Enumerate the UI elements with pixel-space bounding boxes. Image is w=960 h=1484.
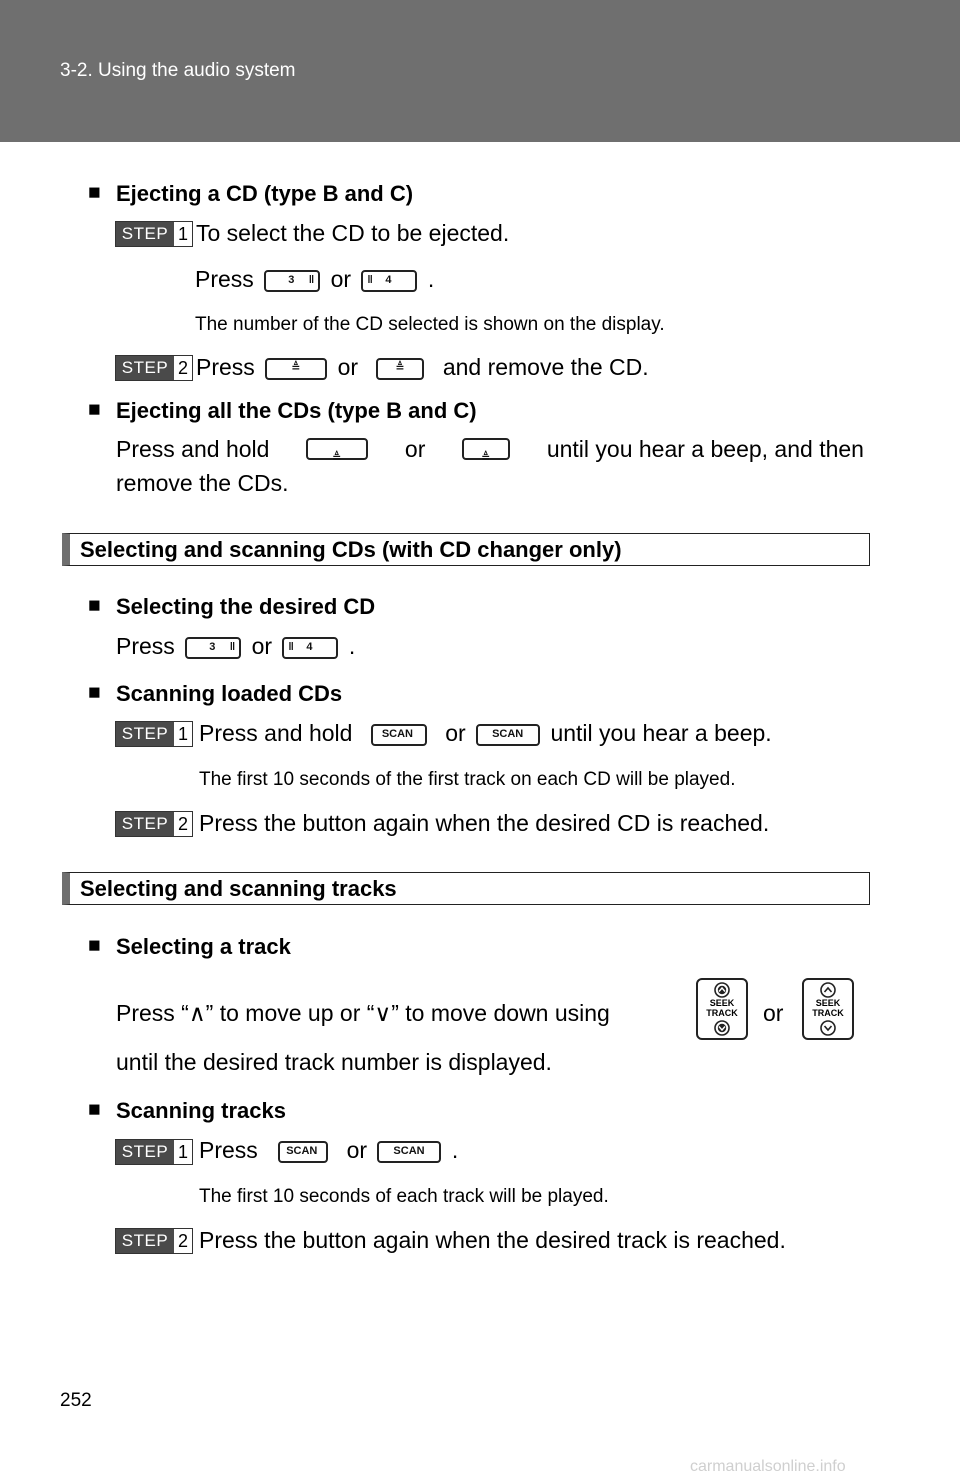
scan-tracks-note: The first 10 seconds of each track will be played.: [199, 1186, 609, 1207]
step-1-badge: STEP 1: [115, 1139, 193, 1165]
step-2-badge: STEP 2: [115, 811, 193, 837]
seek-track-button[interactable]: SEEK TRACK: [696, 978, 748, 1040]
eject-step2-line: Press ≜ or ≜ and remove the CD.: [196, 354, 649, 380]
square-bullet: ■: [88, 181, 101, 204]
section-title: 3-2. Using the audio system: [60, 60, 296, 81]
heading-scan-tracks: Scanning tracks: [116, 1098, 286, 1123]
scan-button[interactable]: SCAN: [278, 1141, 328, 1163]
eject-note: The number of the CD selected is shown on the display.: [195, 314, 665, 335]
eject-button[interactable]: ≜: [265, 358, 327, 380]
step-2-badge: STEP 2: [115, 355, 193, 381]
step-label: STEP: [116, 222, 174, 246]
step-1-badge: STEP 1: [115, 721, 193, 747]
disc-4-button[interactable]: ‖ 4: [282, 637, 338, 659]
square-bullet: ■: [88, 1098, 101, 1121]
scan-button-alt[interactable]: SCAN: [377, 1141, 441, 1163]
page-header: [0, 0, 960, 142]
scan-tracks-step2: Press the button again when the desired track is reached.: [199, 1227, 786, 1253]
heading-scan-cds: Scanning loaded CDs: [116, 681, 343, 706]
scan-cds-step2: Press the button again when the desired CD is reached.: [199, 810, 770, 836]
heading-select-cd: Selecting the desired CD: [116, 594, 376, 619]
or-text: or: [763, 1000, 784, 1026]
watermark: carmanualsonline.info: [690, 1458, 846, 1475]
eject-step1-text: To select the CD to be ejected.: [196, 220, 510, 246]
eject-button-alt[interactable]: ≜: [462, 438, 510, 460]
square-bullet: ■: [88, 681, 101, 704]
step-2-badge: STEP 2: [115, 1228, 193, 1254]
square-bullet: ■: [88, 934, 101, 957]
heading-select-track: Selecting a track: [116, 934, 291, 959]
eject-all-paragraph: Press and hold ≜ or ≜ until you hear a beep, and then remove the CDs.: [116, 436, 864, 496]
disc-3-button[interactable]: 3 ‖: [264, 270, 320, 292]
scan-button-alt[interactable]: SCAN: [476, 724, 540, 746]
scan-tracks-step1-line: Press SCAN or SCAN .: [199, 1137, 459, 1163]
seek-track-button-alt[interactable]: SEEK TRACK: [802, 978, 854, 1040]
scan-cds-note: The first 10 seconds of the first track on each CD will be played.: [199, 769, 736, 790]
heading-eject-cd: Ejecting a CD (type B and C): [116, 181, 414, 206]
eject-button-alt[interactable]: ≜: [376, 358, 424, 380]
heading-eject-all: Ejecting all the CDs (type B and C): [116, 398, 477, 423]
page-number: 252: [60, 1390, 92, 1411]
eject-press-line: Press 3 ‖ or ‖ 4 .: [195, 266, 435, 292]
disc-4-button[interactable]: ‖ 4: [361, 270, 417, 292]
scan-button[interactable]: SCAN: [371, 724, 427, 746]
step-1-badge: STEP 1: [115, 221, 193, 247]
square-bullet: ■: [88, 594, 101, 617]
select-cd-line: Press 3 ‖ or ‖ 4 .: [116, 633, 356, 659]
disc-3-button[interactable]: 3 ‖: [185, 637, 241, 659]
select-track-text: Press “∧” to move up or “∨” to move down using: [116, 1000, 610, 1026]
eject-button[interactable]: ≜: [306, 438, 368, 460]
select-track-line2: until the desired track number is displayed.: [116, 1049, 552, 1075]
section-banner-cds: Selecting and scanning CDs (with CD changer only): [62, 533, 870, 566]
scan-cds-step1-line: Press and hold SCAN or SCAN until you hear a beep.: [199, 720, 772, 746]
square-bullet: ■: [88, 398, 101, 421]
section-banner-tracks: Selecting and scanning tracks: [62, 872, 870, 905]
